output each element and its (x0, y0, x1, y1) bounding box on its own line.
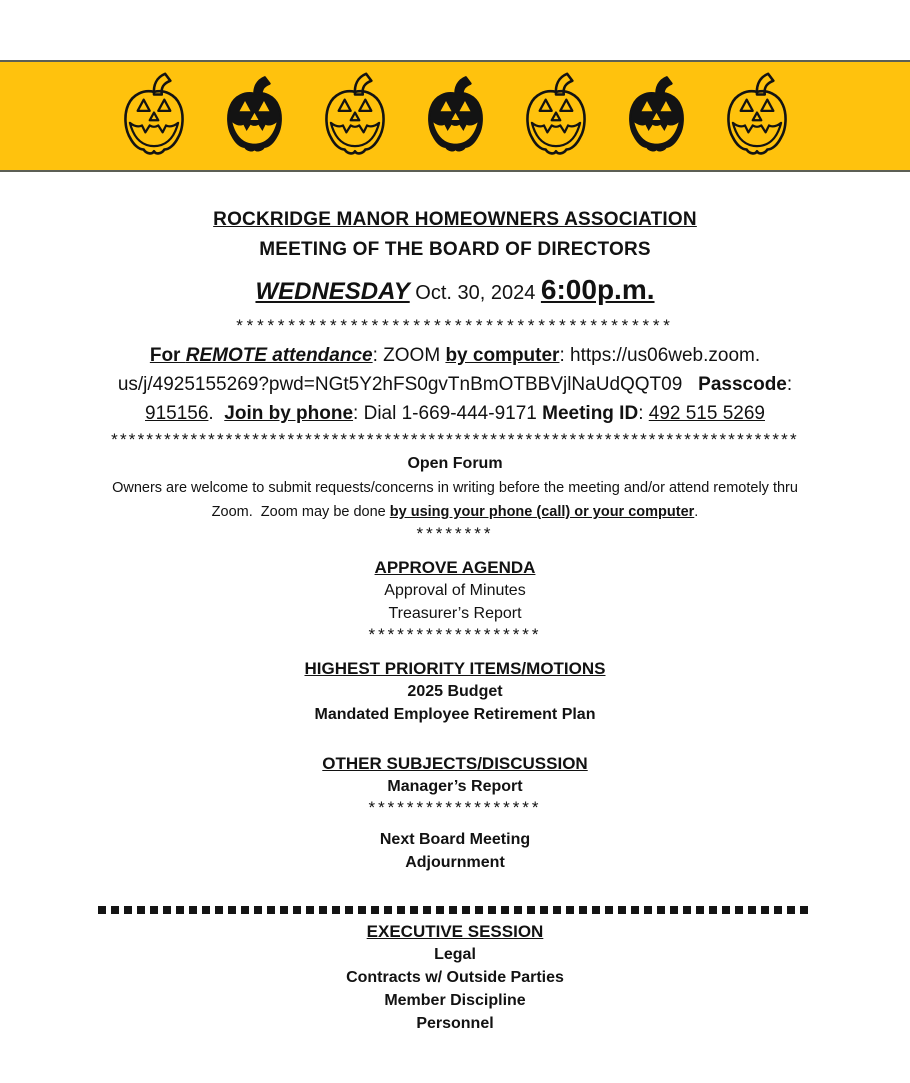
section-heading: APPROVE AGENDA (374, 558, 536, 577)
remote-attendance-label: For REMOTE attendance (149, 345, 373, 366)
jack-o-lantern-icon (617, 73, 696, 159)
agenda-item: Adjournment (405, 854, 505, 871)
open-forum-body: Owners are welcome to submit requests/concerns in writing before the meeting and/or attend remotely thru Zoom. Zoom may be done by using your phone (call) or your computer. (112, 480, 802, 520)
jack-o-lantern-icon (416, 73, 495, 159)
join-by-phone-label: Join by phone (224, 403, 354, 424)
jack-o-lantern-icon (215, 73, 294, 159)
section-heading: HIGHEST PRIORITY ITEMS/MOTIONS (304, 659, 606, 678)
zoom-methods-emphasis: by using your phone (call) or your computer (389, 504, 695, 520)
section-other-subjects (75, 752, 835, 874)
section-highest-priority (75, 657, 835, 726)
meeting-title: MEETING OF THE BOARD OF DIRECTORS (259, 239, 651, 260)
jack-o-lantern-icon (312, 70, 398, 162)
org-title: ROCKRIDGE MANOR HOMEOWNERS ASSOCIATION (213, 209, 697, 230)
section-heading: EXECUTIVE SESSION (366, 922, 544, 941)
halloween-banner (0, 60, 910, 172)
jack-o-lantern-icon (513, 70, 599, 162)
section-executive-session (75, 920, 835, 1035)
passcode-value: 915156 (145, 403, 209, 424)
section-approve-agenda (75, 556, 835, 645)
zoom-url: us/j/4925155269?pwd=NGt5Y2hFS0gvTnBmOTBBVjlNaUdQQT09 (117, 374, 683, 395)
agenda-item: Manager’s Report (387, 778, 523, 795)
by-computer-label: by computer (445, 345, 560, 366)
meeting-id-label: Meeting ID (542, 403, 639, 424)
agenda-item: Next Board Meeting (379, 831, 531, 848)
asterisk-divider: ****************** (368, 798, 542, 817)
asterisk-divider: ****************** (368, 625, 542, 644)
meeting-id-value: 492 515 5269 (648, 403, 765, 424)
asterisk-divider: ****************************************************************************** (111, 430, 799, 449)
dotted-divider (98, 906, 812, 914)
agenda-item: Member Discipline (384, 992, 526, 1009)
agenda-item: 2025 Budget (407, 683, 503, 700)
jack-o-lantern-icon (714, 70, 800, 162)
asterisk-divider: ******** (416, 524, 494, 543)
asterisk-divider: ****************************************** (236, 316, 674, 335)
date-time-line (75, 269, 835, 316)
section-heading: OTHER SUBJECTS/DISCUSSION (322, 754, 588, 773)
agenda-item: Contracts w/ Outside Parties (346, 969, 564, 986)
agenda-item: Personnel (416, 1015, 494, 1032)
meeting-time: 6:00p.m. (540, 274, 655, 305)
agenda-item: Approval of Minutes (384, 582, 526, 599)
document-page (0, 60, 910, 1083)
jack-o-lantern-icon (111, 70, 197, 162)
agenda-item: Legal (434, 946, 476, 963)
passcode-label: Passcode (698, 374, 787, 395)
agenda-item: Mandated Employee Retirement Plan (314, 706, 596, 723)
meeting-date: Oct. 30, 2024 (409, 282, 541, 304)
agenda-item: Treasurer’s Report (388, 605, 522, 622)
open-forum-heading: Open Forum (407, 455, 503, 472)
remote-attendance-info: For REMOTE attendance: ZOOM by computer: https://us06web.zoom. us/j/4925155269?pwd=NGt5Y2hFS0gvTnBmOTBBVjlNaUdQQT09 Passcode: 915156. Join by phone: Dial 1-669-444-9171 Meeting ID: 492 515 5269 (117, 345, 793, 424)
meeting-day: WEDNESDAY (255, 278, 410, 305)
zoom-url-lead: : https://us06web.zoom. (559, 345, 761, 366)
dial-number: : Dial 1-669-444-9171 (353, 403, 543, 424)
